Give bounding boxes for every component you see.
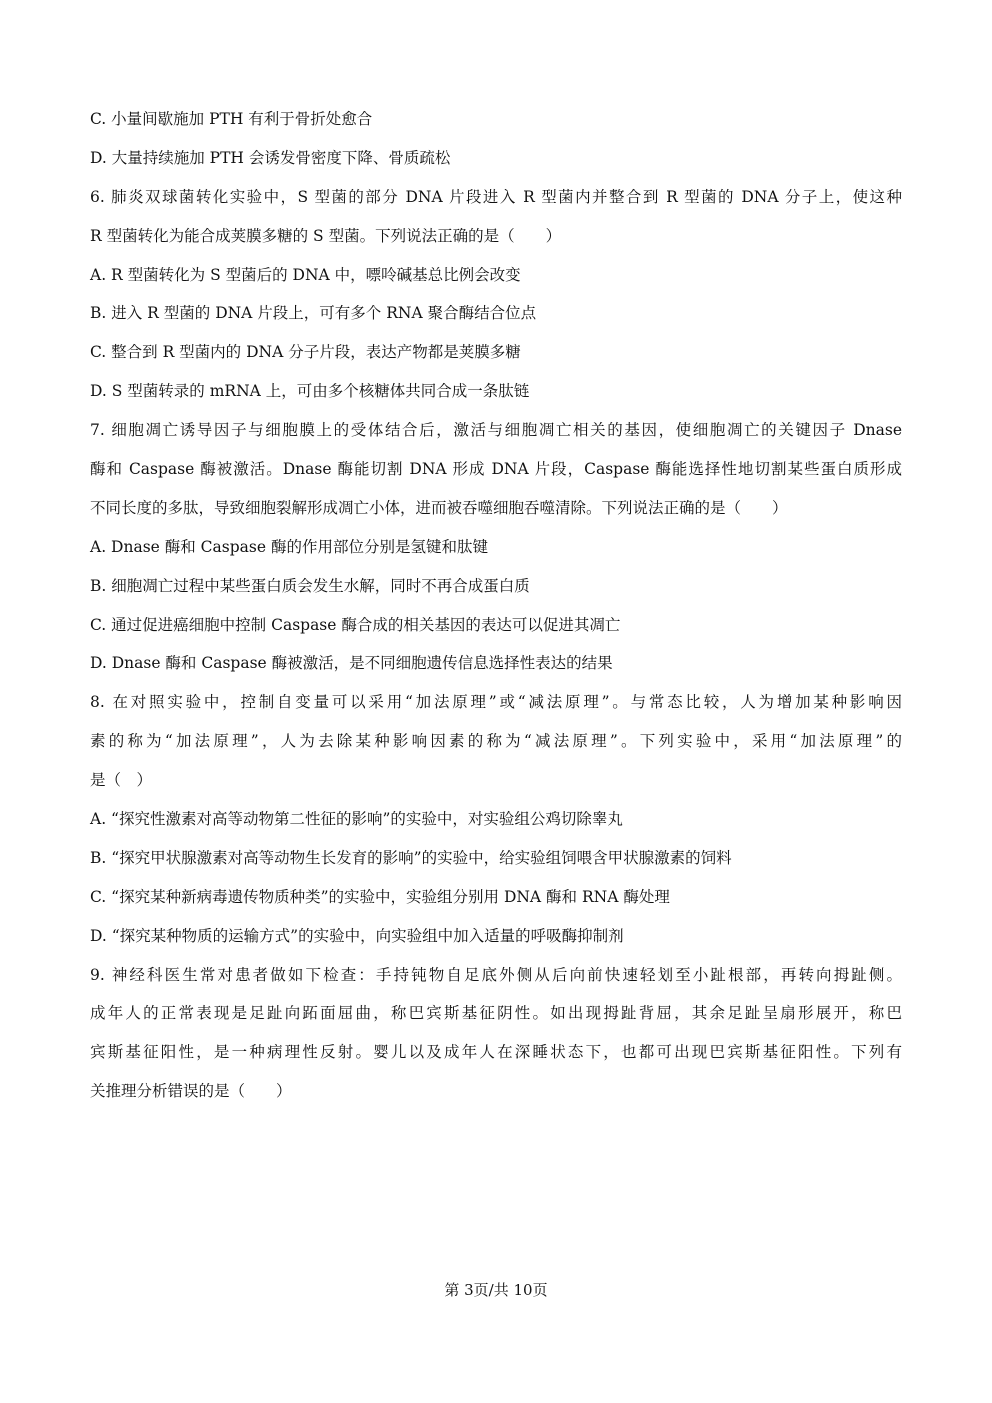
text-line: R 型菌转化为能合成荚膜多糖的 S 型菌。下列说法正确的是（ ） [90,226,562,245]
text-line: 9. 神经科医生常对患者做如下检查：手持钝物自足底外侧从后向前快速轻划至小趾根部，再转向拇趾侧。 [90,965,902,984]
text-line: 酶和 Caspase 酶被激活。Dnase 酶能切割 DNA 形成 DNA 片段，Caspase 酶能选择性地切割某些蛋白质形成 [90,460,902,479]
text-line: A. “探究性激素对高等动物第二性征的影响”的实验中，对实验组公鸡切除睾丸 [90,810,623,829]
text-line: C. 小量间歇施加 PTH 有利于骨折处愈合 [90,110,373,128]
text-line: 8. 在对照实验中，控制自变量可以采用“加法原理”或“减法原理”。与常态比较，人为增加某种影响因 [90,693,902,712]
text-line: D. S 型菌转录的 mRNA 上，可由多个核糖体共同合成一条肽链 [90,382,530,401]
text-line: 成年人的正常表现是足趾向跖面屈曲，称巴宾斯基征阴性。如出现拇趾背屈，其余足趾呈扇形展开，称巴 [90,1004,902,1023]
text-line: 7. 细胞凋亡诱导因子与细胞膜上的受体结合后，激活与细胞凋亡相关的基因，使细胞凋亡的关键因子 Dnase [90,421,902,440]
text-line: 宾斯基征阳性，是一种病理性反射。婴儿以及成年人在深睡状态下，也都可出现巴宾斯基征阳性。下列有 [90,1043,902,1062]
text-line: B. 进入 R 型菌的 DNA 片段上，可有多个 RNA 聚合酶结合位点 [90,304,537,323]
text-line: C. 通过促进癌细胞中控制 Caspase 酶合成的相关基因的表达可以促进其凋亡 [90,615,621,634]
text-line: 6. 肺炎双球菌转化实验中，S 型菌的部分 DNA 片段进入 R 型菌内并整合到 R 型菌的 DNA 分子上，使这种 [90,187,902,206]
text-line: 不同长度的多肽，导致细胞裂解形成凋亡小体，进而被吞噬细胞吞噬清除。下列说法正确的是（ ） [90,498,788,517]
text-line: 素的称为“加法原理”，人为去除某种影响因素的称为“减法原理”。下列实验中，采用“加法原理”的 [90,732,902,751]
text-line: B. 细胞凋亡过程中某些蛋白质会发生水解，同时不再合成蛋白质 [90,576,530,595]
text-line: A. R 型菌转化为 S 型菌后的 DNA 中，嘌呤碱基总比例会改变 [90,265,521,284]
text-line: A. Dnase 酶和 Caspase 酶的作用部位分别是氢键和肽键 [90,537,488,556]
text-line: 关推理分析错误的是（ ） [90,1082,292,1101]
text-line: D. Dnase 酶和 Caspase 酶被激活，是不同细胞遗传信息选择性表达的结果 [90,654,613,673]
text-line: C. “探究某种新病毒遗传物质种类”的实验中，实验组分别用 DNA 酶和 RNA 酶处理 [90,887,670,906]
page-number: 第 3页/共 10页 [444,1281,548,1299]
text-line: 是（ ） [90,771,153,790]
text-line: B. “探究甲状腺激素对高等动物生长发育的影响”的实验中，给实验组饲喂含甲状腺激素的饲料 [90,848,732,867]
text-line: D. 大量持续施加 PTH 会诱发骨密度下降、骨质疏松 [90,148,451,167]
text-line: D. “探究某种物质的运输方式”的实验中，向实验组中加入适量的呼吸酶抑制剂 [90,926,624,945]
document-body [90,100,902,1111]
text-line: C. 整合到 R 型菌内的 DNA 分子片段，表达产物都是荚膜多糖 [90,343,521,362]
